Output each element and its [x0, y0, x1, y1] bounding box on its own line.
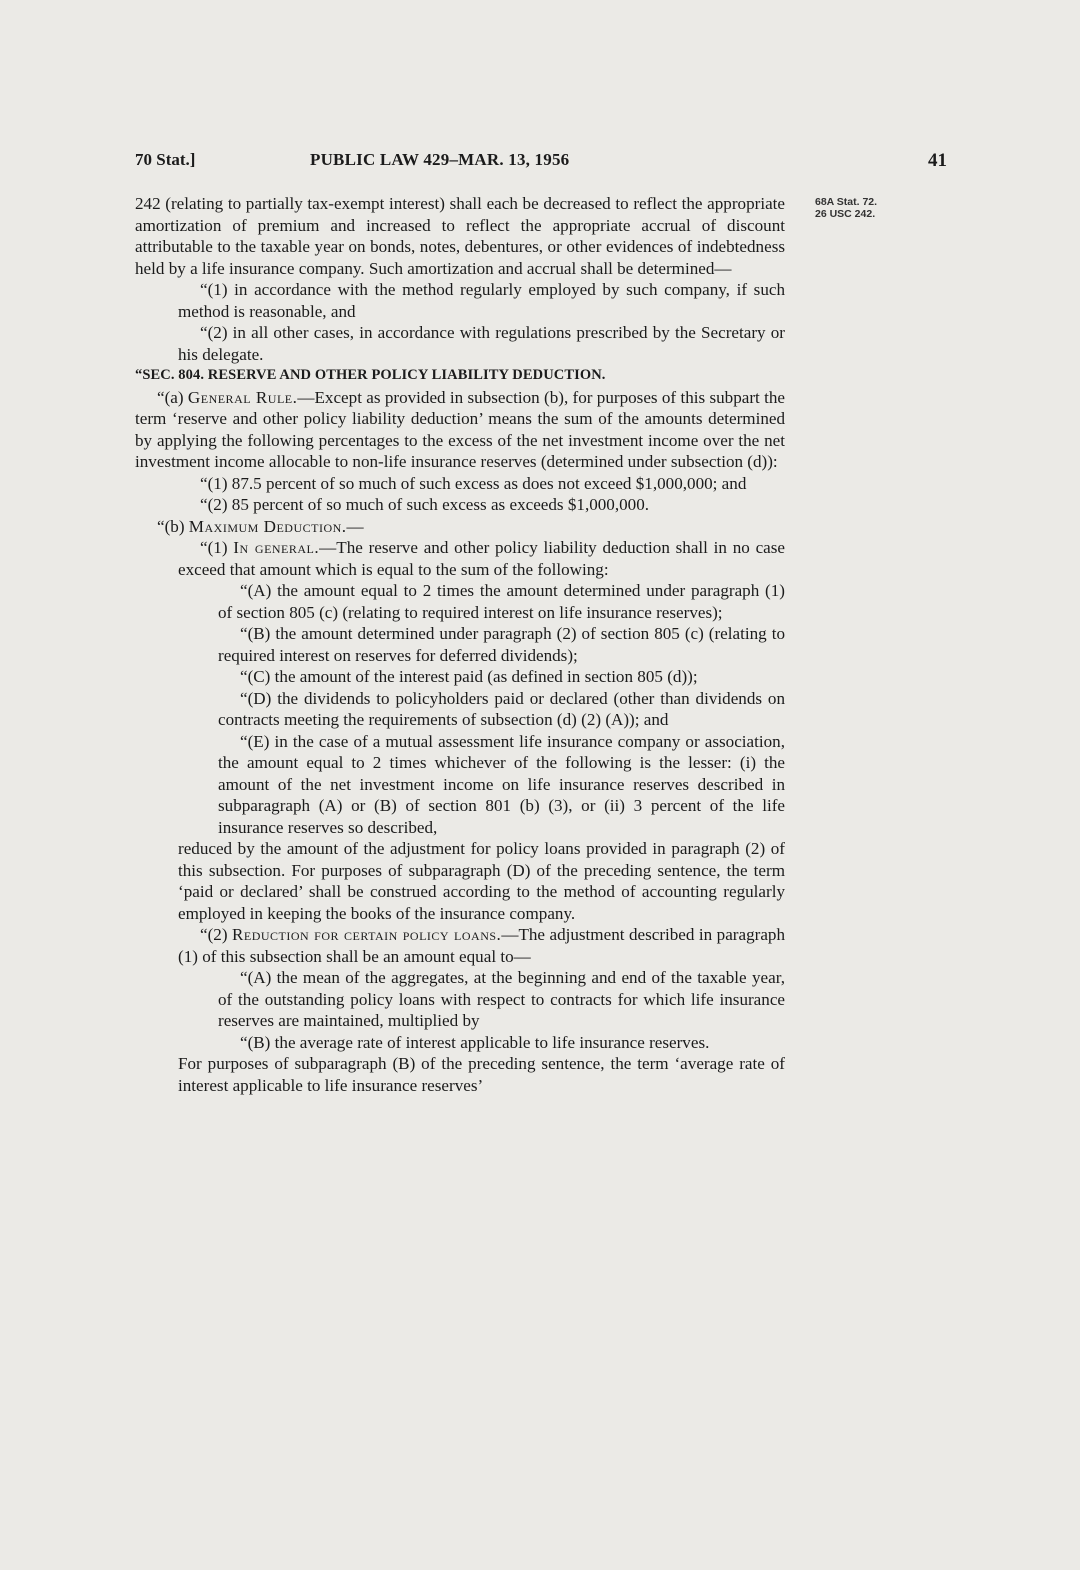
subsection-caption: Maximum Deduction. [188, 516, 347, 536]
subparagraph: “(E) in the case of a mutual assessment life insurance company or association, the amount equal to 2 times whichever of the following is the lesser: (i) the amount of the net investment income on life insurance reserves described in subparagraph (A) or (B) of section 801 (b) (3), or (ii) 3 percent of the life insurance reserves so described, [218, 731, 785, 837]
margin-citation [815, 196, 925, 220]
paragraph-caption: Reduction for certain policy loans. [231, 925, 502, 944]
paragraph-b2 [135, 924, 785, 967]
paragraph: “(1) in accordance with the method regularly employed by such company, if such method is reasonable, and [178, 280, 785, 321]
paragraph-caption: In general. [233, 538, 320, 557]
paragraph-label: “(2) [200, 925, 232, 944]
paragraph: “(2) 85 percent of so much of such excess as exceeds $1,000,000. [200, 495, 650, 514]
statute-body [135, 193, 785, 1096]
subparagraph: “(D) the dividends to policyholders paid or declared (other than dividends on contracts meeting the requirements of subsection (d) (2) (A)); and [218, 688, 785, 729]
margin-citation-line: 68A Stat. 72. [815, 196, 878, 208]
subsection-label: “(a) [157, 387, 188, 407]
page-number: 41 [928, 150, 947, 171]
subsection-text: —Except as provided in subsection (b), for purposes of this subpart the term ‘reserve and other policy liability deduction’ means the sum of the amounts determined by applying the following percentages to the excess of the net investment income over the net investment income allocable to non-life insurance reserves (determined under subsection (d)): [135, 387, 785, 471]
paragraph: “(1) 87.5 percent of so much of such excess as does not exceed $1,000,000; and [200, 473, 747, 493]
header-volume-ref: 70 Stat.] [135, 150, 196, 169]
subsection-caption: General Rule. [187, 387, 298, 407]
subsection-b [135, 516, 785, 538]
paragraph-label: “(1) [200, 538, 234, 557]
running-header [135, 150, 947, 176]
subparagraph: “(A) the amount equal to 2 times the amount determined under paragraph (1) of section 805 (c) (relating to required interest on life insurance reserves); [218, 581, 785, 622]
paragraph-text: —The adjustment described in paragraph (1) of this subsection shall be an amount equal to— [178, 925, 785, 966]
paragraph: 242 (relating to partially tax-exempt interest) shall each be decreased to reflect the appropriate amortization of premium and increased to reflect the appropriate accrual of discount attributable to the taxable year on bonds, notes, debentures, or other evidences of indebtedness held by a life insurance company. Such amortization and accrual shall be determined— [135, 194, 785, 278]
section-heading: “SEC. 804. RESERVE AND OTHER POLICY LIABILITY DEDUCTION. [135, 367, 606, 383]
margin-citation-line: 26 USC 242. [815, 208, 876, 220]
subparagraph: “(B) the amount determined under paragraph (2) of section 805 (c) (relating to required interest on reserves for deferred dividends); [218, 624, 785, 665]
subparagraph: “(B) the average rate of interest applicable to life insurance reserves. [240, 1032, 710, 1052]
subsection-label: “(b) [157, 516, 189, 536]
paragraph-b1 [135, 537, 785, 580]
paragraph: reduced by the amount of the adjustment for policy loans provided in paragraph (2) of this subsection. For purposes of subparagraph (D) of the preceding sentence, the term ‘paid or declared’ shall be construed according to the method of accounting regularly employed in keeping the books of the insurance company. [178, 839, 785, 923]
subparagraph: “(C) the amount of the interest paid (as defined in section 805 (d)); [240, 667, 698, 686]
paragraph: “(2) in all other cases, in accordance with regulations prescribed by the Secretary or his delegate. [178, 323, 785, 364]
paragraph: For purposes of subparagraph (B) of the preceding sentence, the term ‘average rate of interest applicable to life insurance reserves’ [178, 1054, 785, 1095]
subsection-a [135, 387, 785, 473]
paragraph-text: —The reserve and other policy liability deduction shall in no case exceed that amount which is equal to the sum of the following: [178, 538, 785, 579]
subparagraph: “(A) the mean of the aggregates, at the beginning and end of the taxable year, of the outstanding policy loans with respect to contracts for which life insurance reserves are maintained, multiplied by [218, 968, 785, 1030]
header-title: PUBLIC LAW 429–MAR. 13, 1956 [310, 150, 570, 169]
subsection-dash: — [346, 516, 364, 536]
